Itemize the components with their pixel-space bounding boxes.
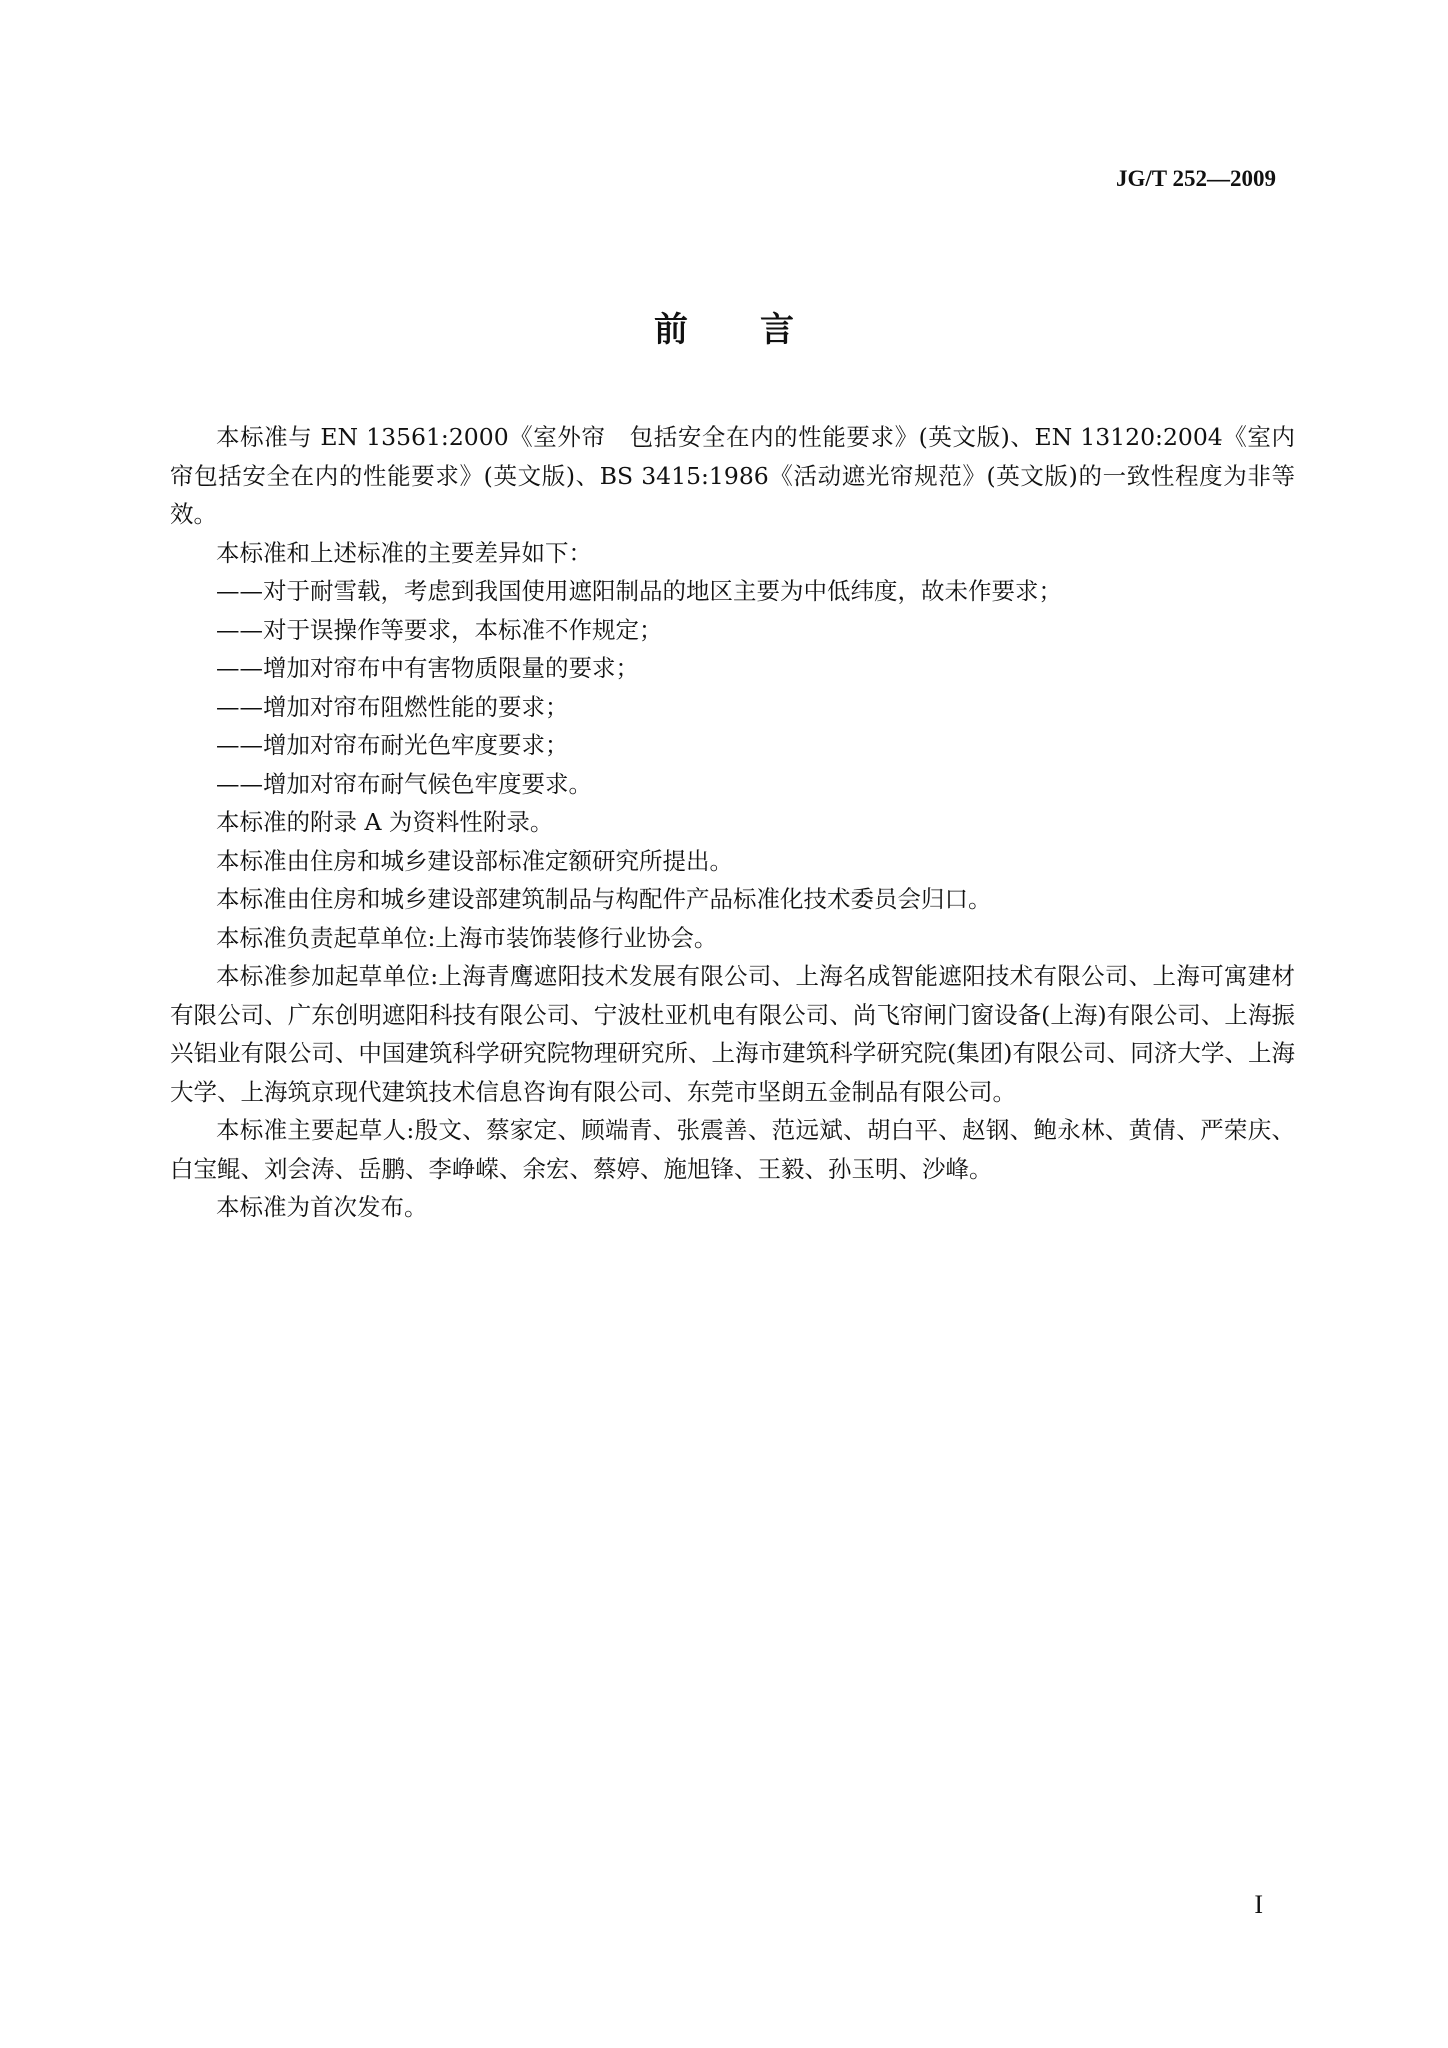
standard-code: JG/T 252—2009	[1116, 166, 1276, 191]
page-number: I	[1254, 1890, 1263, 1919]
list-item: ——对于耐雪载，考虑到我国使用遮阳制品的地区主要为中低纬度，故未作要求；	[216, 577, 1062, 605]
paragraph: 本标准和上述标准的主要差异如下：	[216, 538, 592, 567]
foreword-body	[170, 418, 1295, 1227]
list-item: ——增加对帘布耐光色牢度要求；	[216, 731, 569, 759]
paragraph: 本标准参加起草单位:上海青鹰遮阳技术发展有限公司、上海名成智能遮阳技术有限公司、上海可寓建材有限公司、广东创明遮阳科技有限公司、宁波杜亚机电有限公司、尚飞帘闸门窗设备(上海)有限公司、上海振兴铝业有限公司、中国建筑科学研究院物理研究所、上海市建筑科学研究院(集团)有限公司、同济大学、上海大学、上海筑京现代建筑技术信息咨询有限公司、东莞市坚朗五金制品有限公司。	[170, 962, 1295, 1106]
paragraph: 本标准主要起草人:殷文、蔡家定、顾端青、张震善、范远斌、胡白平、赵钢、鲍永林、黄倩、严荣庆、白宝鲲、刘会涛、岳鹏、李峥嵘、余宏、蔡婷、施旭锋、王毅、孙玉明、沙峰。	[170, 1116, 1295, 1183]
paragraph: 本标准为首次发布。	[216, 1193, 428, 1221]
paragraph: 本标准的附录 A 为资料性附录。	[216, 808, 554, 836]
list-item: ——增加对帘布中有害物质限量的要求；	[216, 654, 639, 682]
list-item: ——增加对帘布耐气候色牢度要求。	[216, 769, 592, 798]
paragraph: 本标准由住房和城乡建设部建筑制品与构配件产品标准化技术委员会归口。	[216, 885, 992, 913]
paragraph: 本标准由住房和城乡建设部标准定额研究所提出。	[216, 846, 733, 875]
page-title	[0, 302, 1448, 351]
paragraph: 本标准负责起草单位:上海市装饰装修行业协会。	[216, 923, 718, 952]
title-part-1: 前	[654, 310, 688, 350]
title-part-2: 言	[760, 310, 794, 350]
paragraph: 本标准与 EN 13561:2000《室外帘 包括安全在内的性能要求》(英文版)、EN 13120:2004《室内帘包括安全在内的性能要求》(英文版)、BS 3415:1986《活动遮光帘规范》(英文版)的一致性程度为非等效。	[170, 423, 1295, 528]
list-item: ——对于误操作等要求，本标准不作规定；	[216, 615, 663, 644]
list-item: ——增加对帘布阻燃性能的要求；	[216, 692, 569, 721]
